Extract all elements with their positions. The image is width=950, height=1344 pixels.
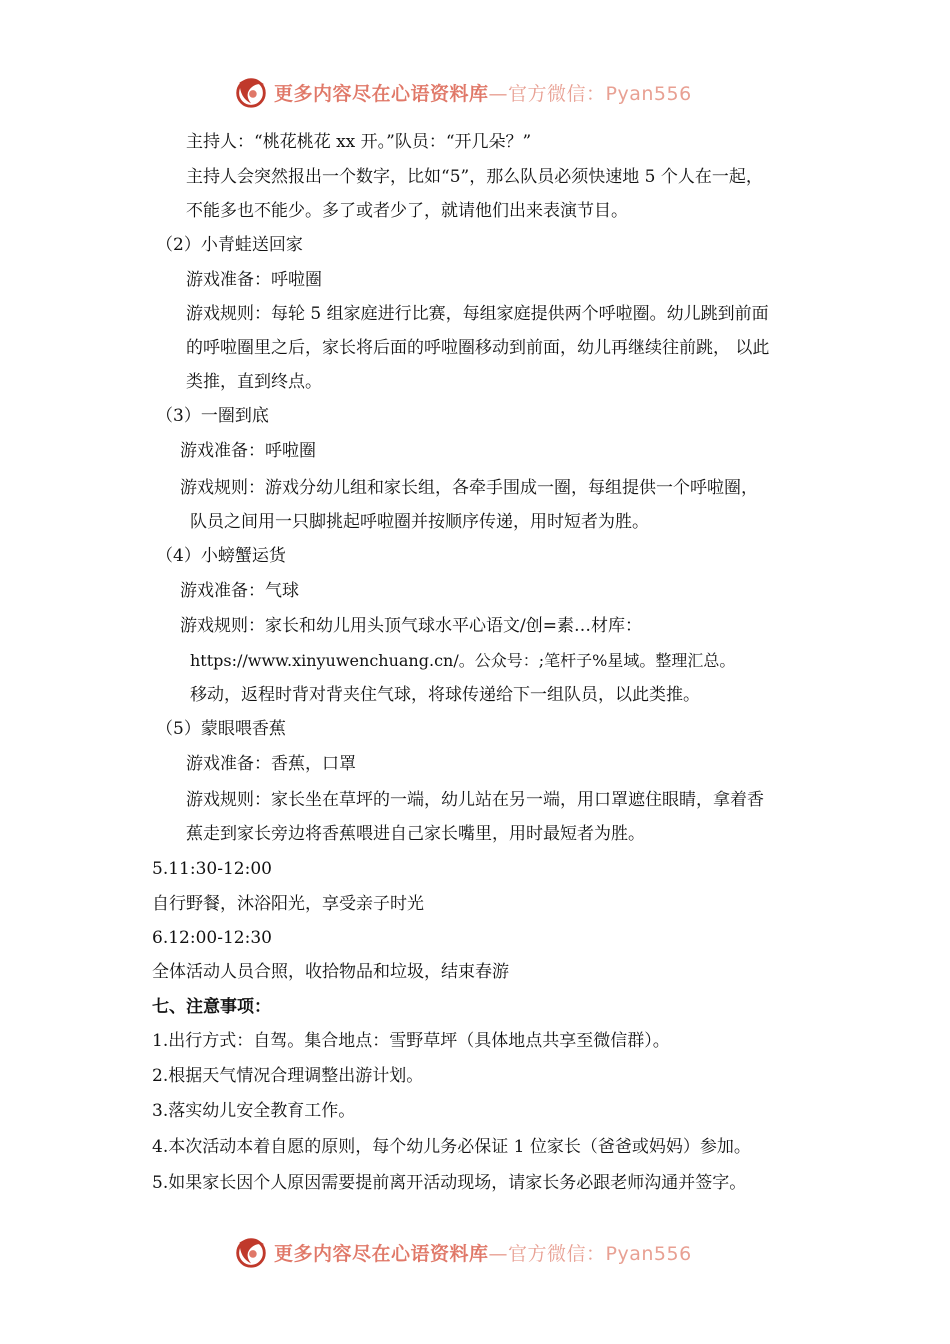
schedule-time: 6.12:00-12:30 — [152, 928, 272, 948]
text-line: 游戏准备：气球 — [180, 581, 299, 601]
text-line: 游戏规则：家长和幼儿用头顶气球水平心语文/创=素…材库： — [180, 616, 642, 636]
text-line: 游戏准备：呼啦圈 — [186, 270, 322, 290]
text-line: 游戏准备：香蕉，口罩 — [186, 754, 356, 774]
text-line: 全体活动人员合照，收拾物品和垃圾，结束春游 — [152, 962, 509, 982]
text-line: 游戏准备：呼啦圈 — [180, 441, 316, 461]
section-heading: （3）一圈到底 — [156, 406, 269, 426]
text-line: 队员之间用一只脚挑起呼啦圈并按顺序传递，用时短者为胜。 — [190, 512, 649, 532]
section-heading: （5）蒙眼喂香蕉 — [156, 719, 286, 739]
text-line: 的呼啦圈里之后，家长将后面的呼啦圈移动到前面，幼儿再继续往前跳， 以此 — [186, 338, 770, 358]
logo-icon — [232, 1233, 270, 1271]
text-line: 类推，直到终点。 — [186, 372, 322, 392]
text-line: 主持人：“桃花桃花 xx 开。”队员：“开几朵？” — [186, 132, 532, 152]
text-line: 游戏规则：每轮 5 组家庭进行比赛，每组家庭提供两个呼啦圈。幼儿跳到前面 — [186, 304, 769, 324]
text-line: 游戏规则：家长坐在草坪的一端，幼儿站在另一端，用口罩遮住眼睛，拿着香 — [186, 790, 764, 810]
banner-title: 更多内容尽在心语资料库 — [274, 1242, 489, 1265]
section-heading: （4）小螃蟹运货 — [156, 546, 286, 566]
note-item: 5.如果家长因个人原因需要提前离开活动现场，请家长务必跟老师沟通并签字。 — [152, 1173, 747, 1193]
text-line: 游戏规则：游戏分幼儿组和家长组，各牵手围成一圈，每组提供一个呼啦圈， — [180, 478, 758, 498]
text-line: 蕉走到家长旁边将香蕉喂进自己家长嘴里，用时最短者为胜。 — [186, 824, 645, 844]
note-item: 4.本次活动本着自愿的原则，每个幼儿务必保证 1 位家长（爸爸或妈妈）参加。 — [152, 1137, 751, 1157]
footer-banner — [232, 1232, 752, 1272]
section-title-notes: 七、注意事项： — [152, 997, 271, 1017]
note-item: 3.落实幼儿安全教育工作。 — [152, 1101, 356, 1121]
text-line: 自行野餐，沐浴阳光，享受亲子时光 — [152, 894, 424, 914]
note-item: 2.根据天气情况合理调整出游计划。 — [152, 1066, 424, 1086]
header-banner — [232, 72, 752, 112]
text-line: 不能多也不能少。多了或者少了，就请他们出来表演节目。 — [186, 201, 628, 221]
text-line: https://www.xinyuwenchuang.cn/。公众号：;笔杆子%星域。整理汇总。 — [190, 651, 736, 670]
banner-wechat: —官方微信：Pyan556 — [488, 1242, 692, 1265]
logo-icon — [232, 73, 270, 111]
schedule-time: 5.11:30-12:00 — [152, 859, 272, 879]
note-item: 1.出行方式：自驾。集合地点：雪野草坪（具体地点共享至微信群）。 — [152, 1031, 670, 1051]
section-heading: （2）小青蛙送回家 — [156, 235, 303, 255]
banner-title: 更多内容尽在心语资料库 — [274, 82, 489, 105]
text-line: 主持人会突然报出一个数字，比如“5”，那么队员必须快速地 5 个人在一起， — [186, 167, 763, 187]
banner-wechat: —官方微信：Pyan556 — [488, 82, 692, 105]
text-line: 移动，返程时背对背夹住气球，将球传递给下一组队员，以此类推。 — [190, 685, 700, 705]
